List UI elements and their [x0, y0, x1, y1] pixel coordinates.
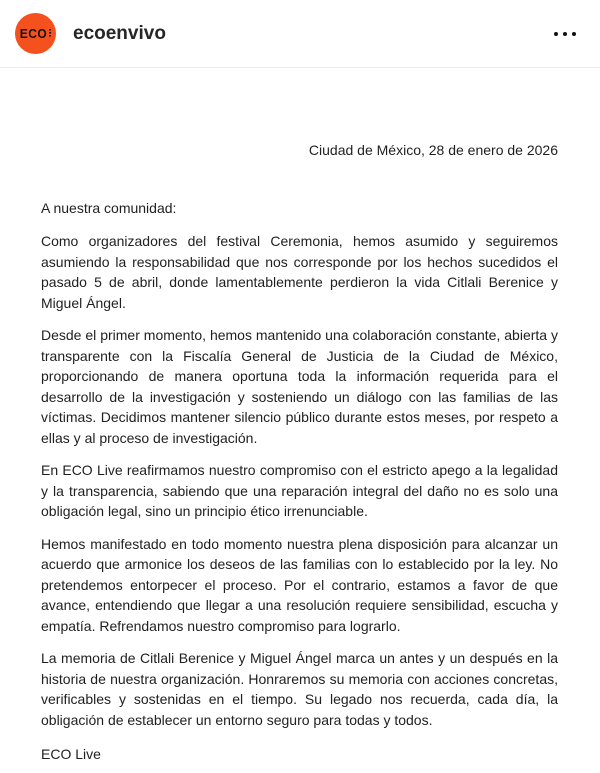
- eco-logo-mark-icon: [49, 29, 51, 38]
- username[interactable]: ecoenvivo: [73, 22, 166, 44]
- dateline: Ciudad de México, 28 de enero de 2026: [308, 142, 558, 158]
- eco-logo-icon: ECO: [19, 26, 48, 41]
- post-header: [0, 0, 600, 68]
- ellipsis-icon: [563, 32, 567, 36]
- signature: ECO Live: [41, 746, 101, 762]
- ellipsis-icon: [554, 32, 558, 36]
- statement-letter: [0, 68, 600, 765]
- paragraph-2: Desde el primer momento, hemos mantenido una colaboración constante, abierta y transparente con la Fiscalía General de Justicia de la Ciudad de México, proporcionando de manera oportuna toda la información requerida para el desarrollo de la investigación y sosteniendo un diálogo con las familias de las víctimas. Decidimos mantener silencio público durante estos meses, por respeto a ellas y al proceso de investigación.: [41, 327, 558, 446]
- paragraph-1: Como organizadores del festival Ceremonia, hemos asumido y seguiremos asumiendo la responsabilidad que nos corresponde por los hechos sucedidos el pasado 5 de abril, donde lamentablemente perdieron la vida Citlali Berenice y Miguel Ángel.: [41, 233, 558, 311]
- paragraph-3: En ECO Live reafirmamos nuestro compromiso con el estricto apego a la legalidad y la transparencia, sabiendo que una reparación integral del daño no es solo una obligación legal, sino un principio ético irrenunciable.: [41, 462, 558, 519]
- more-options-button[interactable]: [552, 26, 578, 42]
- paragraph-4: Hemos manifestado en todo momento nuestra plena disposición para alcanzar un acuerdo que armonice los deseos de las familias con lo establecido por la ley. No pretendemos entorpecer el proceso. Por el contrario, estamos a favor de que avance, entendiendo que llegar a una resolución requiere sensibilidad, escucha y empatía. Refrendamos nuestro compromiso para lograrlo.: [41, 535, 558, 634]
- paragraph-5: La memoria de Citlali Berenice y Miguel Ángel marca un antes y un después en la historia de nuestra organización. Honraremos su memoria con acciones concretas, verificables y sostenidas en el tiempo. Su legado nos recuerda, cada día, la obligación de establecer un entorno seguro para todas y todos.: [41, 650, 558, 728]
- salutation: A nuestra comunidad:: [41, 199, 177, 216]
- ellipsis-icon: [572, 32, 576, 36]
- avatar[interactable]: [15, 13, 56, 54]
